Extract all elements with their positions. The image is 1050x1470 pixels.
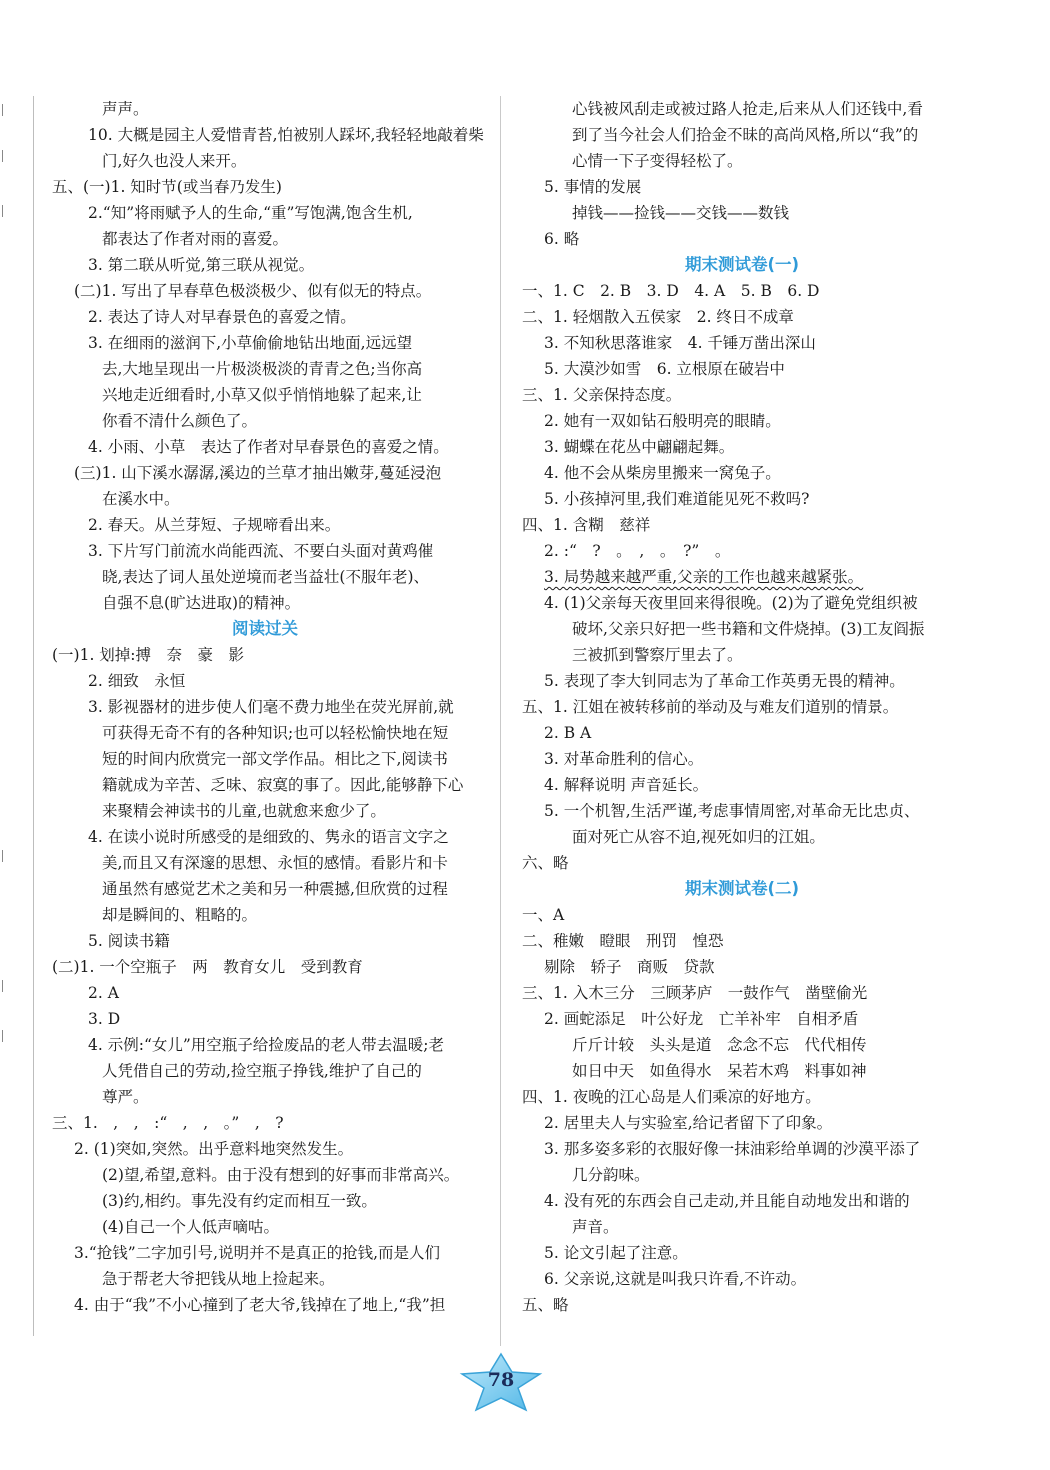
answer-line: (二)1. 一个空瓶子 两 教育女儿 受到教育 <box>52 958 363 976</box>
answer-line: 斤斤计较 头头是道 念念不忘 代代相传 <box>572 1036 867 1054</box>
answer-line: (二)1. 写出了早春草色极淡极少、似有似无的特点。 <box>74 282 432 300</box>
column-divider <box>500 96 501 1346</box>
answer-line: 六、略 <box>522 854 569 872</box>
answer-line: 掉钱——捡钱——交钱——数钱 <box>572 204 790 222</box>
answer-line: 2. :“ ? 。 , 。 ?” 。 <box>544 542 731 560</box>
answer-line: 2. 春天。从兰芽短、子规啼看出来。 <box>88 516 341 534</box>
answer-line: 心钱被风刮走或被过路人抢走,后来从人们还钱中,看 <box>572 100 923 118</box>
answer-line: 2. 她有一双如钻石般明亮的眼睛。 <box>544 412 781 430</box>
answer-line: (一)1. 划掉:搏 奈 豪 影 <box>52 646 245 664</box>
answer-line: 却是瞬间的、粗略的。 <box>102 906 258 924</box>
answer-line: 来聚精会神读书的儿童,也就愈来愈少了。 <box>102 802 386 820</box>
answer-line: 二、1. 轻烟散入五侯家 2. 终日不成章 <box>522 308 794 326</box>
answer-line: 短的时间内欣赏完一部文学作品。相比之下,阅读书 <box>102 750 448 768</box>
answer-line: 4. 示例:“女儿”用空瓶子给捡废品的老人带去温暖;老 <box>88 1036 445 1054</box>
answer-line: 你看不清什么颜色了。 <box>102 412 258 430</box>
answer-line: 剔除 轿子 商贩 贷款 <box>544 958 715 976</box>
answer-line: 五、略 <box>522 1296 569 1314</box>
answer-line: 一、1. C 2. B 3. D 4. A 5. B 6. D <box>522 282 820 300</box>
answer-line: 2. 表达了诗人对早春景色的喜爱之情。 <box>88 308 356 326</box>
answer-line: 尊严。 <box>102 1088 149 1106</box>
answer-line: 5. 事情的发展 <box>544 178 642 196</box>
answer-line: 4. 他不会从柴房里搬来一窝兔子。 <box>544 464 781 482</box>
answer-line: 兴地走近细看时,小草又似乎悄悄地躲了起来,让 <box>102 386 422 404</box>
answer-line: 3. 不知秋思落谁家 4. 千锤万凿出深山 <box>544 334 816 352</box>
page-number-badge <box>458 1352 544 1412</box>
answer-line: 人凭借自己的劳动,捡空瓶子挣钱,维护了自己的 <box>102 1062 422 1080</box>
answer-line: 3. 局势越来越严重,父亲的工作也越来越紧张。 <box>544 568 864 586</box>
answer-line: (3)约,相约。事先没有约定而相互一致。 <box>102 1192 377 1210</box>
answer-line: 4. 由于“我”不小心撞到了老大爷,钱掉在了地上,“我”担 <box>74 1296 446 1314</box>
answer-line: 都表达了作者对雨的喜爱。 <box>102 230 289 248</box>
answer-line: 3. 下片写门前流水尚能西流、不要白头面对黄鸡催 <box>88 542 434 560</box>
answer-line: 3. 那多姿多彩的衣服好像一抹油彩给单调的沙漠平添了 <box>544 1140 921 1158</box>
answer-line: 门,好久也没人来开。 <box>102 152 247 170</box>
answer-line: 3. 在细雨的滋润下,小草偷偷地钻出地面,远远望 <box>88 334 413 352</box>
answer-line: 通虽然有感觉艺术之美和另一种震撼,但欣赏的过程 <box>102 880 448 898</box>
answer-line: 几分韵味。 <box>572 1166 650 1184</box>
answer-line: 6. 父亲说,这就是叫我只许看,不许动。 <box>544 1270 807 1288</box>
answer-line: 5. 论文引起了注意。 <box>544 1244 688 1262</box>
margin-mark <box>2 104 9 116</box>
margin-mark <box>2 980 9 992</box>
answer-line: 3. 影视器材的进步使人们毫不费力地坐在荧光屏前,就 <box>88 698 454 716</box>
answer-line: 2. 画蛇添足 叶公好龙 亡羊补牢 自相矛盾 <box>544 1010 859 1028</box>
answer-line: 4. (1)父亲每天夜里回来得很晚。(2)为了避免党组织被 <box>544 594 918 612</box>
answer-line: 3. 对革命胜利的信心。 <box>544 750 704 768</box>
answer-line: 3. D <box>88 1010 121 1028</box>
answer-line: 二、稚嫩 瞪眼 刑罚 惶恐 <box>522 932 724 950</box>
answer-line: 美,而且又有深邃的思想、永恒的感情。看影片和卡 <box>102 854 448 872</box>
margin-mark <box>2 150 9 162</box>
answer-line: 2. 居里夫人与实验室,给记者留下了印象。 <box>544 1114 833 1132</box>
answer-line: 三、1. , , :“ , , 。” , ? <box>52 1114 284 1132</box>
answer-line: 籍就成为辛苦、乏味、寂寞的事了。因此,能够静下心 <box>102 776 464 794</box>
answer-line: (2)望,希望,意料。由于没有想到的好事而非常高兴。 <box>102 1166 460 1184</box>
section-heading: 阅读过关 <box>232 619 298 638</box>
answer-line: 3. 蝴蝶在花丛中翩翩起舞。 <box>544 438 735 456</box>
answer-line: 如日中天 如鱼得水 呆若木鸡 料事如神 <box>572 1062 867 1080</box>
answer-line: 4. 小雨、小草 表达了作者对早春景色的喜爱之情。 <box>88 438 449 456</box>
answer-line: 三、1. 父亲保持态度。 <box>522 386 682 404</box>
answer-line: 心情一下子变得轻松了。 <box>572 152 743 170</box>
answer-line: 五、(一)1. 知时节(或当春乃发生) <box>52 178 282 196</box>
answer-line: 面对死亡从容不迫,视死如归的江姐。 <box>572 828 825 846</box>
answer-line: 声声。 <box>102 100 149 118</box>
answer-line: 5. 阅读书籍 <box>88 932 170 950</box>
left-binding-rule <box>33 96 34 1336</box>
answer-line: 5. 一个机智,生活严谨,考虑事情周密,对革命无比忠贞、 <box>544 802 920 820</box>
answer-line: 可获得无奇不有的各种知识;也可以轻松愉快地在短 <box>102 724 449 742</box>
answer-line: 5. 小孩掉河里,我们难道能见死不救吗? <box>544 490 810 508</box>
answer-line: 在溪水中。 <box>102 490 180 508</box>
page-number: 78 <box>487 1369 515 1391</box>
answer-line: 4. 在读小说时所感受的是细致的、隽永的语言文字之 <box>88 828 449 846</box>
answer-line: 4. 没有死的东西会自己走动,并且能自动地发出和谐的 <box>544 1192 910 1210</box>
answer-line: 2.“知”将雨赋予人的生命,“重”写饱满,饱含生机, <box>88 204 413 222</box>
answer-line: 5. 大漠沙如雪 6. 立根原在破岩中 <box>544 360 785 378</box>
answer-line: 去,大地呈现出一片极淡极淡的青青之色;当你高 <box>102 360 423 378</box>
margin-mark <box>2 850 9 862</box>
answer-line: 一、A <box>522 906 565 924</box>
answer-line: 5. 表现了李大钊同志为了革命工作英勇无畏的精神。 <box>544 672 905 690</box>
answer-line: 三被抓到警察厅里去了。 <box>572 646 743 664</box>
answer-line: 3.“抢钱”二字加引号,说明并不是真正的抢钱,而是人们 <box>74 1244 440 1262</box>
answer-line: 破坏,父亲只好把一些书籍和文件烧掉。(3)工友阎振 <box>572 620 925 638</box>
section-heading: 期末测试卷(二) <box>684 879 800 898</box>
section-heading: 期末测试卷(一) <box>684 255 800 274</box>
answer-line: 2. (1)突如,突然。出乎意料地突然发生。 <box>74 1140 354 1158</box>
answer-line: 声音。 <box>572 1218 619 1236</box>
margin-mark <box>2 205 9 217</box>
answer-line: 自强不息(旷达进取)的精神。 <box>102 594 301 612</box>
answer-line: 4. 解释说明 声音延长。 <box>544 776 709 794</box>
answer-line: 晓,表达了词人虽处逆境而老当益壮(不服年老)、 <box>102 568 430 586</box>
margin-mark <box>2 1030 9 1042</box>
answer-line: 三、1. 入木三分 三顾茅庐 一鼓作气 凿壁偷光 <box>522 984 868 1002</box>
answer-line: 2. B A <box>544 724 592 742</box>
answer-line: (4)自己一个人低声嘀咕。 <box>102 1218 279 1236</box>
answer-line: 2. 细致 永恒 <box>88 672 186 690</box>
answer-line: 6. 略 <box>544 230 580 248</box>
answer-line: 3. 第二联从听觉,第三联从视觉。 <box>88 256 315 274</box>
answer-line: 五、1. 江姐在被转移前的举动及与难友们道别的情景。 <box>522 698 899 716</box>
answer-line: 10. 大概是园主人爱惜青苔,怕被别人踩坏,我轻轻地敲着柴 <box>88 126 484 144</box>
answer-line: 2. A <box>88 984 119 1002</box>
answer-line: 急于帮老大爷把钱从地上捡起来。 <box>102 1270 335 1288</box>
answer-line: 四、1. 夜晚的江心岛是人们乘凉的好地方。 <box>522 1088 821 1106</box>
answer-line: 到了当今社会人们拾金不昧的高尚风格,所以“我”的 <box>572 126 919 144</box>
answer-line: 四、1. 含糊 慈祥 <box>522 516 651 534</box>
answer-line: (三)1. 山下溪水潺潺,溪边的兰草才抽出嫩芽,蔓延浸泡 <box>74 464 442 482</box>
